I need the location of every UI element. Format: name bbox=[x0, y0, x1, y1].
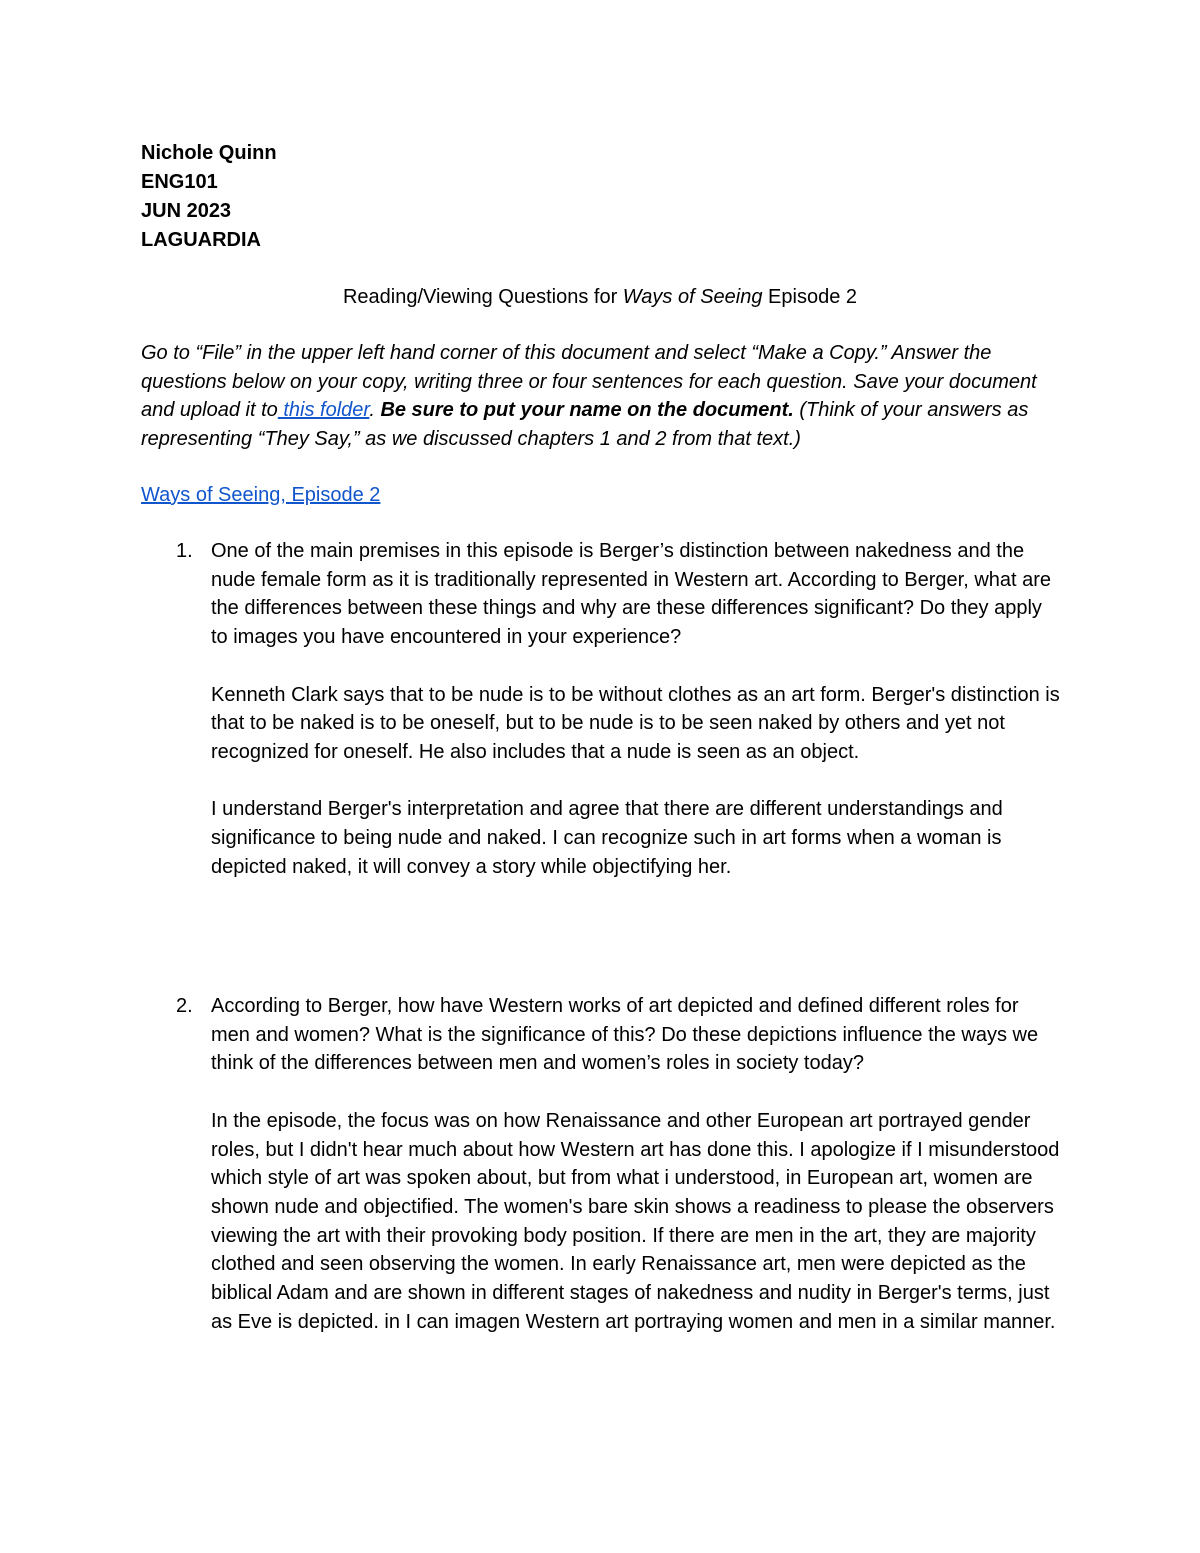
term: JUN 2023 bbox=[141, 200, 232, 222]
folder-link[interactable]: this folder bbox=[277, 399, 370, 422]
answer-paragraph: I understand Berger's interpretation and agree that there are different understandings and significance to being nude and naked. I can recognize such in art forms when a woman is depicted naked, it will convey a story while objectifying her. bbox=[211, 798, 1003, 878]
student-header bbox=[141, 139, 277, 255]
instructions-bold-note: Be sure to put your name on the document. bbox=[380, 399, 794, 422]
episode-link[interactable]: Ways of Seeing, Episode 2 bbox=[141, 484, 381, 506]
answer-paragraph: In the episode, the focus was on how Renaissance and other European art portrayed gender roles, but I didn't hear much about how Western art has done this. I apologize if I misunderstood which style of art was spoken about, but from what i understood, in European art, women are shown nude and objectified. The women's bare skin shows a readiness to please the observers viewing the art with their provoking body position. If there are men in the art, they are majority clothed and seen observing the women. In early Renaissance art, men were depicted as the biblical Adam and are shown in different stages of nakedness and nudity in Berger's terms, just as Eve is depicted. in I can imagen Western art portraying women and men in a similar manner. bbox=[211, 1109, 1060, 1333]
school-name: LAGUARDIA bbox=[141, 229, 261, 251]
instructions-text-1: Go to “File” in the upper left hand corner of this document and select “Make a Copy.” Answer the questions below on your copy, writing three or four sentences for each question. Save your document and upload it to bbox=[141, 342, 1037, 422]
question-body bbox=[211, 992, 1061, 1336]
title-prefix: Reading/Viewing Questions for bbox=[342, 286, 623, 308]
question-number: 1. bbox=[176, 540, 193, 562]
instructions-text-2: . bbox=[369, 399, 381, 422]
student-name: Nichole Quinn bbox=[141, 142, 277, 164]
question-text: According to Berger, how have Western works of art depicted and defined different roles for men and women? What is the significance of this? Do these depictions influence the ways we think of the differences between men and women’s roles in society today? bbox=[211, 995, 1039, 1075]
document-title bbox=[0, 283, 1200, 312]
question-number: 2. bbox=[176, 995, 193, 1017]
answer-paragraph: Kenneth Clark says that to be nude is to be without clothes as an art form. Berger's distinction is that to be naked is to be oneself, but to be nude is to be seen naked by others and yet not recognized for oneself. He also includes that a nude is seen as an object. bbox=[211, 683, 1060, 763]
title-suffix: Episode 2 bbox=[762, 286, 858, 308]
question-body bbox=[211, 537, 1061, 881]
title-work: Ways of Seeing bbox=[622, 286, 763, 308]
instructions-paragraph bbox=[141, 339, 1071, 454]
question-text: One of the main premises in this episode is Berger’s distinction between nakedness and the nude female form as it is traditionally represented in Western art. According to Berger, what are the differences between these things and why are these differences significant? Do they apply to images you have encountered in your experience? bbox=[211, 540, 1052, 649]
course-code: ENG101 bbox=[141, 171, 218, 193]
instructions-text-3: (Think of your answers as representing “They Say,” as we discussed chapters 1 and 2 from that text.) bbox=[141, 399, 1029, 451]
